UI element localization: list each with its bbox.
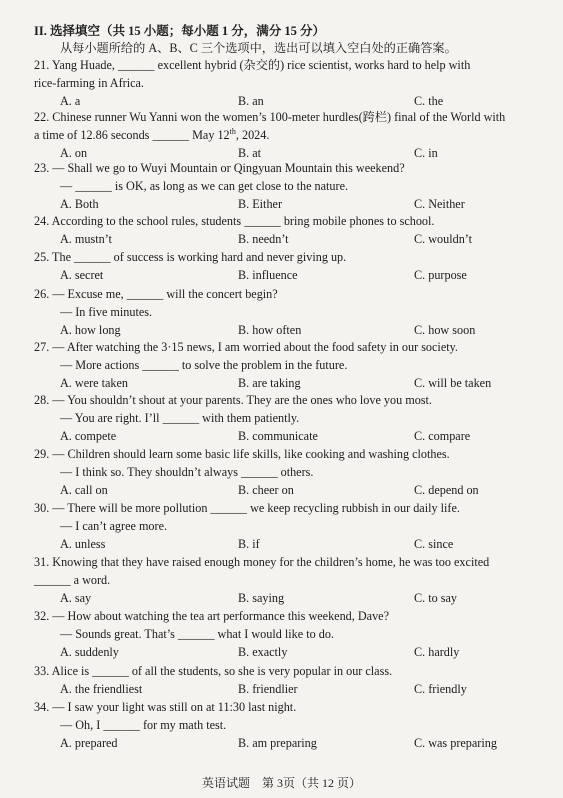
option-c: C. purpose (414, 268, 467, 282)
option-b: B. are taking (238, 376, 301, 390)
question-stem: 31. Knowing that they have raised enough money for the children’s home, he was too excited (34, 555, 490, 569)
option-a: A. compete (60, 429, 117, 443)
question-line: — More actions ______ to solve the problem in the future. (60, 358, 348, 372)
option-a: A. mustn’t (60, 232, 112, 246)
question-line: — I can’t agree more. (60, 519, 168, 533)
option-b: B. exactly (238, 645, 288, 659)
question-stem: 29. — Children should learn some basic life skills, like cooking and washing clothes. (34, 447, 450, 461)
question-line: rice-farming in Africa. (34, 76, 144, 90)
option-a: A. Both (60, 197, 99, 211)
option-a: A. prepared (60, 736, 118, 750)
question-line: — In five minutes. (60, 305, 153, 319)
question-stem: 21. Yang Huade, ______ excellent hybrid (杂交的) rice scientist, works hard to help with (34, 58, 471, 72)
answer-options (0, 537, 563, 552)
question-stem: 30. — There will be more pollution ______ we keep recycling rubbish in our daily life. (34, 501, 460, 515)
answer-options (0, 146, 563, 161)
option-c: C. how soon (414, 323, 476, 337)
question-stem: 22. Chinese runner Wu Yanni won the women’s 100-meter hurdles(跨栏) final of the World with (34, 110, 506, 124)
option-c: C. depend on (414, 483, 479, 497)
question-stem: 27. — After watching the 3·15 news, I am worried about the food safety in our society. (34, 340, 458, 354)
option-a: A. on (60, 146, 88, 160)
answer-options (0, 268, 563, 283)
question-stem: 23. — Shall we go to Wuyi Mountain or Qingyuan Mountain this weekend? (34, 161, 405, 175)
option-a: A. the friendliest (60, 682, 143, 696)
answer-options (0, 376, 563, 391)
option-c: C. Neither (414, 197, 465, 211)
option-a: A. call on (60, 483, 108, 497)
question-line: — I think so. They shouldn’t always ______ others. (60, 465, 314, 479)
question-line: ______ a word. (34, 573, 111, 587)
question-stem: 24. According to the school rules, students ______ bring mobile phones to school. (34, 214, 435, 228)
option-a: A. secret (60, 268, 104, 282)
answer-options (0, 429, 563, 444)
question-line: — ______ is OK, as long as we can get close to the nature. (60, 179, 349, 193)
option-b: B. how often (238, 323, 302, 337)
section-title: II. 选择填空（共 15 小题；每小题 1 分，满分 15 分） (34, 24, 325, 38)
answer-options (0, 197, 563, 212)
option-a: A. how long (60, 323, 121, 337)
question-stem: 34. — I saw your light was still on at 11:30 last night. (34, 700, 297, 714)
answer-options (0, 682, 563, 697)
option-c: C. in (414, 146, 438, 160)
question-stem: 28. — You shouldn’t shout at your parents. They are the ones who love you most. (34, 393, 432, 407)
option-b: B. communicate (238, 429, 318, 443)
option-b: B. cheer on (238, 483, 294, 497)
answer-options (0, 323, 563, 338)
option-c: C. friendly (414, 682, 467, 696)
option-c: C. will be taken (414, 376, 492, 390)
option-c: C. hardly (414, 645, 460, 659)
option-b: B. if (238, 537, 260, 551)
answer-options (0, 483, 563, 498)
answer-options (0, 94, 563, 109)
option-a: A. were taken (60, 376, 129, 390)
page-footer: 英语试题 第 3页（共 12 页） (201, 776, 361, 790)
question-stem: 33. Alice is ______ of all the students, so she is very popular in our class. (34, 664, 393, 678)
answer-options (0, 645, 563, 660)
question-line: — You are right. I’ll ______ with them patiently. (60, 411, 300, 425)
option-c: C. since (414, 537, 454, 551)
question-stem: 26. — Excuse me, ______ will the concert begin? (34, 287, 278, 301)
option-c: C. to say (414, 591, 457, 605)
section-instruction: 从每小题所给的 A、B、C 三个选项中，选出可以填入空白处的正确答案。 (60, 41, 457, 55)
question-line: a time of 12.86 seconds ______ May 12th, 2024. (34, 126, 270, 142)
option-b: B. influence (238, 268, 298, 282)
option-b: B. at (238, 146, 262, 160)
option-b: B. Either (238, 197, 283, 211)
option-c: C. compare (414, 429, 471, 443)
option-b: B. am preparing (238, 736, 317, 750)
answer-options (0, 232, 563, 247)
option-b: B. saying (238, 591, 285, 605)
answer-options (0, 591, 563, 606)
option-b: B. an (238, 94, 264, 108)
option-c: C. wouldn’t (414, 232, 473, 246)
question-line: — Oh, I ______ for my math test. (60, 718, 227, 732)
option-c: C. was preparing (414, 736, 497, 750)
question-stem: 25. The ______ of success is working hard and never giving up. (34, 250, 347, 264)
question-line: — Sounds great. That’s ______ what I would like to do. (60, 627, 334, 641)
option-b: B. needn’t (238, 232, 289, 246)
option-a: A. a (60, 94, 81, 108)
answer-options (0, 736, 563, 751)
option-a: A. unless (60, 537, 106, 551)
option-a: A. suddenly (60, 645, 119, 659)
question-stem: 32. — How about watching the tea art performance this weekend, Dave? (34, 609, 389, 623)
option-c: C. the (414, 94, 444, 108)
option-a: A. say (60, 591, 92, 605)
option-b: B. friendlier (238, 682, 298, 696)
